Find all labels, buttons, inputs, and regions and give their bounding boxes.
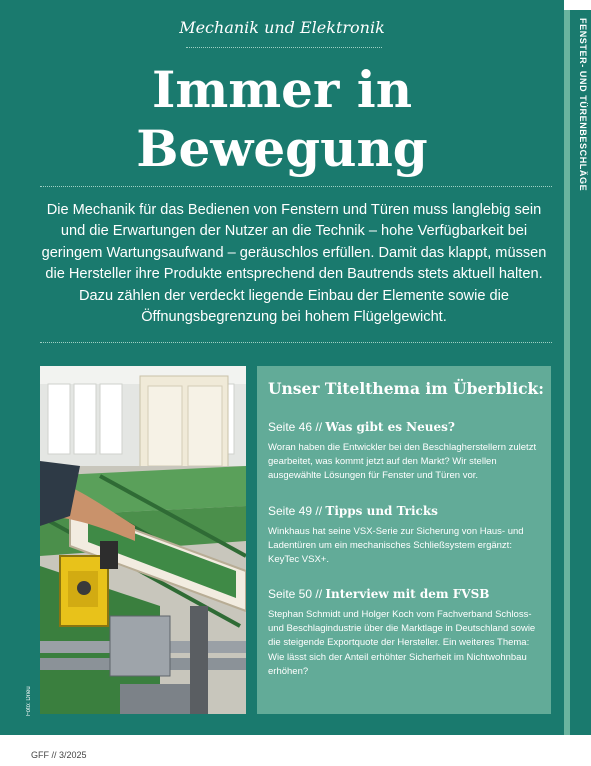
intro-paragraph: Die Mechanik für das Bedienen von Fenstern und Türen muss langlebig sein und die Erwartungen der Nutzer an die Technik – hohe Verfügbarkeit bei geringem Wartungsaufwand – geräuschlos erfüllen. Damit das klappt, müssen die Hersteller ihre Produkte entsprechend den Bautrends stets aktuell halten. Dazu zählen der verdeckt liegende Einbau der Elemente sowie die Öffnungsbegrenzung bei hohem Flügelgewicht. <box>41 202 547 326</box>
photo-credit: Foto: Drieu <box>26 686 32 716</box>
kicker-divider <box>186 47 382 48</box>
overview-item-1-page: Seite 46 // <box>268 420 323 434</box>
overview-item-2-title: Tipps und Tricks <box>325 504 438 518</box>
headline-line-2: Bewegung <box>136 119 428 178</box>
overview-item-1-title: Was gibt es Neues? <box>325 420 455 434</box>
overview-box <box>257 366 551 714</box>
overview-item-2 <box>268 503 544 568</box>
headline <box>0 60 564 178</box>
kicker: Mechanik und Elektronik <box>179 18 385 37</box>
overview-item-3-title: Interview mit dem FVSB <box>325 587 490 601</box>
section-tab-label: FENSTER- UND TÜRENBESCHLÄGE <box>578 18 588 192</box>
overview-item-3-page: Seite 50 // <box>268 587 323 601</box>
overview-item-3-text: Stephan Schmidt und Holger Koch vom Fachverband Schloss- und Beschlagindustrie über die Marktlage in Deutschland sowie die steigende Exportquote der Hersteller. Ein weiteres Thema: Wie lässt sich der Anteil erhöhter Sicherheit im Nichtwohnbau erhöhen? <box>268 609 536 677</box>
headline-line-1: Immer in <box>151 60 413 119</box>
divider-top <box>40 186 552 187</box>
cover-photo <box>40 366 246 714</box>
divider-bottom <box>40 342 552 343</box>
overview-item-2-page: Seite 49 // <box>268 504 323 518</box>
overview-item-1 <box>268 419 544 484</box>
overview-item-1-heading <box>268 419 544 435</box>
page-footer: GFF // 3/2025 <box>31 750 87 760</box>
overview-title: Unser Titelthema im Überblick: <box>268 379 544 398</box>
overview-item-3-heading <box>268 586 544 602</box>
overview-item-3 <box>268 586 544 679</box>
overview-item-2-heading <box>268 503 544 519</box>
overview-item-2-text: Winkhaus hat seine VSX-Serie zur Sicherung von Haus- und Ladentüren um ein mechanisches Schließsystem ergänzt: KeyTec VSX+. <box>268 526 524 566</box>
overview-item-1-text: Woran haben die Entwickler bei den Beschlagherstellern zuletzt gearbeitet, was kommt jetzt auf den Markt? Wir stellen ausgewählte Lösungen für Fenster und Türen vor. <box>268 442 537 482</box>
cover-photo-illustration <box>40 366 246 714</box>
